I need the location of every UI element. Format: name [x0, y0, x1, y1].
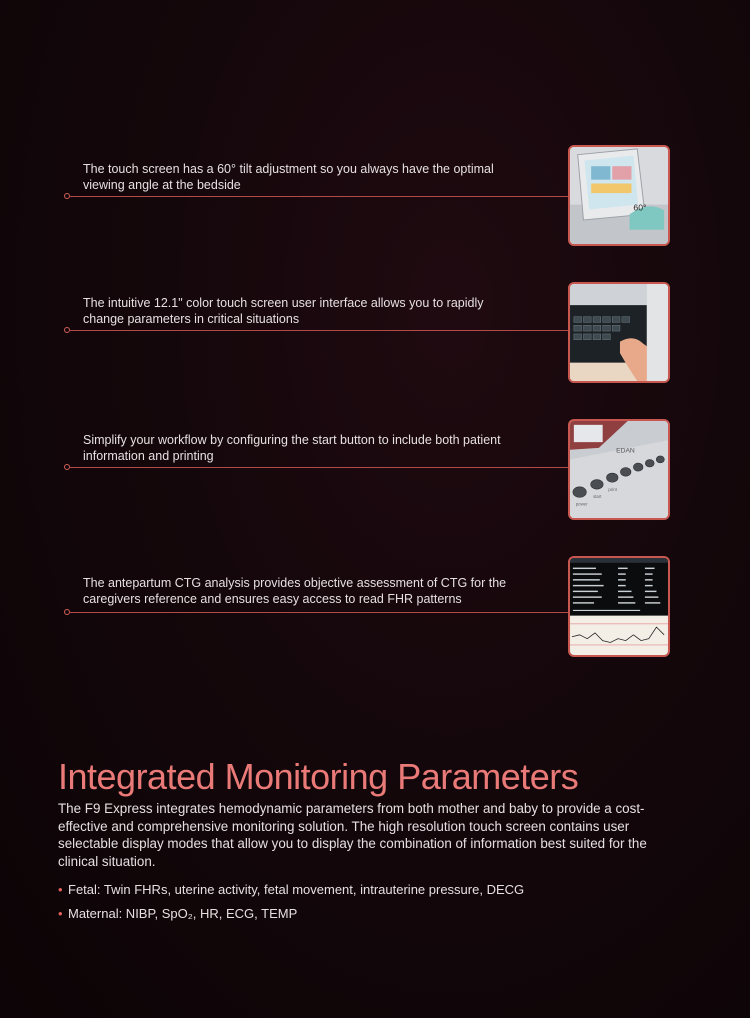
- feature-text: The touch screen has a 60° tilt adjustment so you always have the optimal viewing angle at the bedside: [83, 162, 494, 192]
- bullet-glyph: •: [58, 906, 63, 921]
- list-item: [58, 882, 524, 898]
- list-item: [58, 906, 524, 922]
- monitor-tilt-photo: [568, 145, 670, 246]
- bullet-glyph: •: [58, 882, 63, 897]
- feature-touchscreen: [0, 282, 750, 386]
- feature-text: The intuitive 12.1" color touch screen user interface allows you to rapidly change parameters in critical situations: [83, 296, 484, 326]
- section-paragraph: The F9 Express integrates hemodynamic parameters from both mother and baby to provide a cost-effective and comprehensive monitoring solution. The high resolution touch screen contains user selectable display modes that allow you to display the combination of information best suited for the clinical situation.: [58, 801, 647, 869]
- bullet-text-fetal: Fetal: Twin FHRs, uterine activity, fetal movement, intrauterine pressure, DECG: [68, 882, 525, 897]
- feature-ctg-analysis: [0, 556, 750, 660]
- brand-label: EDAN: [616, 447, 635, 455]
- connector-line: [69, 467, 569, 468]
- touchscreen-photo: [568, 282, 670, 383]
- button-label-print: print: [608, 487, 617, 493]
- start-button-photo: [568, 419, 670, 520]
- button-label-power: power: [575, 501, 588, 507]
- feature-text: The antepartum CTG analysis provides objective assessment of CTG for the caregivers reference and ensures easy access to read FHR patterns: [83, 576, 507, 606]
- tilt-angle-label: 60°: [633, 202, 647, 213]
- connector-line: [69, 330, 569, 331]
- button-label-start: start: [593, 493, 602, 499]
- bullet-text-maternal: Maternal: NIBP, SpO₂, HR, ECG, TEMP: [68, 906, 298, 921]
- section-heading: Integrated Monitoring Parameters: [58, 756, 579, 797]
- ctg-analysis-screenshot: [568, 556, 670, 657]
- feature-text: Simplify your workflow by configuring the start button to include both patient information and printing: [83, 433, 501, 463]
- feature-start-button: [0, 419, 750, 523]
- parameter-list: [58, 882, 524, 930]
- connector-line: [69, 196, 569, 197]
- feature-tilt: [0, 145, 750, 249]
- connector-line: [69, 612, 569, 613]
